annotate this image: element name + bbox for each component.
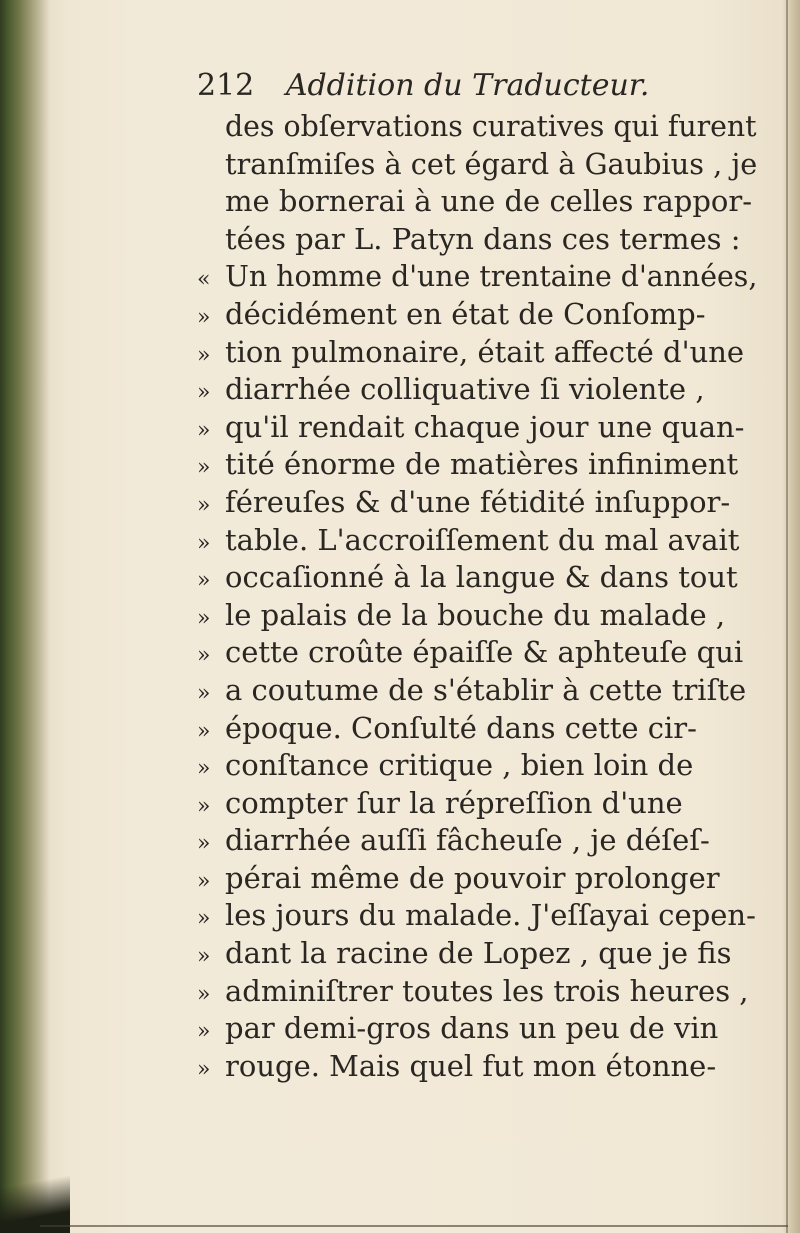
quote-mark: » xyxy=(197,906,211,932)
line-text: cette croûte épaiſſe & aphteuſe qui xyxy=(225,635,744,670)
page-header xyxy=(197,66,649,106)
text-line xyxy=(197,1048,757,1086)
line-text: table. L'accroiſſement du mal avait xyxy=(225,522,740,557)
quote-mark: » xyxy=(197,718,211,744)
text-line xyxy=(197,559,757,597)
text-line xyxy=(197,409,757,447)
text-line xyxy=(197,1010,757,1048)
quote-mark: » xyxy=(197,530,211,556)
text-line xyxy=(197,522,757,560)
line-text: adminiſtrer toutes les trois heures , xyxy=(225,973,749,1008)
quote-mark: » xyxy=(197,680,211,706)
line-text: tité énorme de matières infiniment xyxy=(225,447,739,482)
line-text: pérai même de pouvoir prolonger xyxy=(225,860,720,895)
line-text: diarrhée auſſi fâcheuſe , je déſeſ- xyxy=(225,823,710,858)
text-line xyxy=(197,860,757,898)
body-text xyxy=(197,108,757,1085)
text-line xyxy=(197,785,757,823)
text-line xyxy=(197,672,757,710)
line-text: Un homme d'une trentaine d'années, xyxy=(225,259,758,294)
line-text: par demi-gros dans un peu de vin xyxy=(225,1011,719,1046)
quote-mark: » xyxy=(197,380,211,406)
line-text: tées par L. Patyn dans ces termes : xyxy=(225,221,741,256)
text-line xyxy=(197,146,757,184)
text-line xyxy=(197,108,757,146)
text-line xyxy=(197,446,757,484)
text-line xyxy=(197,221,757,259)
line-text: qu'il rendait chaque jour une quan- xyxy=(225,409,745,444)
line-text: des obſervations curatives qui furent xyxy=(225,109,757,143)
line-text: le palais de la bouche du malade , xyxy=(225,597,726,632)
quote-mark: » xyxy=(197,1019,211,1045)
quote-mark: » xyxy=(197,831,211,857)
text-line xyxy=(197,484,757,522)
line-text: me bornerai à une de celles rappor- xyxy=(225,184,753,219)
line-text: tion pulmonaire, était affecté d'une xyxy=(225,334,745,369)
line-text: féreuſes & d'une fétidité inſuppor- xyxy=(225,484,731,519)
quote-mark: » xyxy=(197,1056,211,1082)
line-text: époque. Conſulté dans cette cir- xyxy=(225,710,697,745)
quote-mark: » xyxy=(197,568,211,594)
quote-mark: » xyxy=(197,981,211,1007)
text-line xyxy=(197,822,757,860)
quote-mark: » xyxy=(197,643,211,669)
binding-corner-shadow xyxy=(0,1173,70,1233)
page-bottom-rule xyxy=(40,1225,788,1227)
page-edge xyxy=(782,0,800,1233)
text-line xyxy=(197,935,757,973)
quote-mark: » xyxy=(197,605,211,631)
text-line xyxy=(197,710,757,748)
quote-mark: » xyxy=(197,944,211,970)
quote-mark: » xyxy=(197,756,211,782)
quote-mark: » xyxy=(197,304,211,330)
quote-mark: » xyxy=(197,417,211,443)
quote-mark: » xyxy=(197,492,211,518)
quote-mark: » xyxy=(197,342,211,368)
quote-mark: » xyxy=(197,868,211,894)
line-text: a coutume de s'établir à cette triſte xyxy=(225,672,747,707)
text-line xyxy=(197,897,757,935)
line-text: occaſionné à la langue & dans tout xyxy=(225,560,738,595)
quote-mark: » xyxy=(197,455,211,481)
quote-mark: « xyxy=(197,267,211,293)
text-line xyxy=(197,973,757,1011)
line-text: dant la racine de Lopez , que je fis xyxy=(225,936,732,971)
text-line xyxy=(197,634,757,672)
text-line xyxy=(197,296,757,334)
page-edge-rule xyxy=(786,0,788,1233)
text-line xyxy=(197,597,757,635)
text-line xyxy=(197,371,757,409)
binding-shadow xyxy=(0,0,50,1233)
line-text: conſtance critique , bien loin de xyxy=(225,748,694,783)
text-line xyxy=(197,334,757,372)
text-line xyxy=(197,258,757,296)
line-text: compter ſur la répreſſion d'une xyxy=(225,785,683,820)
line-text: décidément en état de Conſomp- xyxy=(225,296,706,331)
text-line xyxy=(197,747,757,785)
line-text: rouge. Mais quel fut mon étonne- xyxy=(225,1048,717,1083)
line-text: diarrhée colliquative ſi violente , xyxy=(225,372,705,407)
line-text: les jours du malade. J'eſſayai cepen- xyxy=(225,898,756,933)
text-line xyxy=(197,183,757,221)
quote-mark: » xyxy=(197,793,211,819)
running-head: Addition du Traducteur. xyxy=(285,68,650,103)
page-number: 212 xyxy=(197,68,255,103)
line-text: tranſmiſes à cet égard à Gaubius , je xyxy=(225,146,758,181)
